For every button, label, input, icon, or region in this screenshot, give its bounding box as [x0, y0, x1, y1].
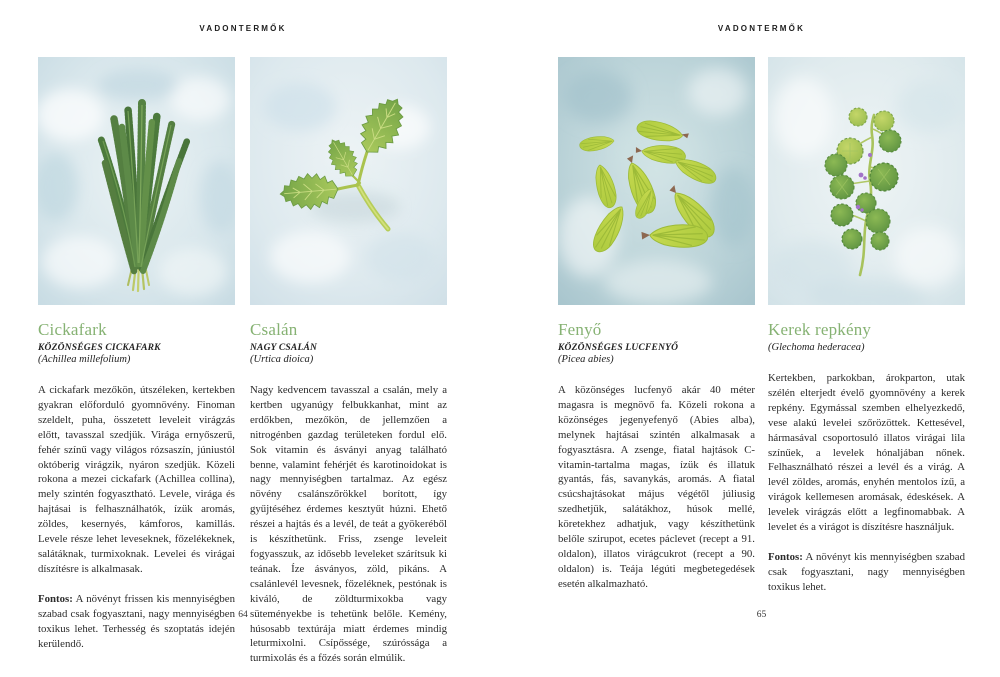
- important-label: Fontos:: [38, 592, 73, 605]
- entry-latin-name: (Achillea millefolium): [38, 354, 131, 365]
- left-page-columns: [38, 57, 447, 677]
- entry-body: A közönséges lucfenyő akár 40 méter magasra is megnövő fa. Közeli rokona a közönséges jegenyefenyő (Abies alba), melynek hajtásai szintén alkalmasak a fogyasztásra. A zsenge, fiatal hajtások C-vitamin-tartalma magas, ízük és illatuk gyantás, fás, savanykás, aromás. A fiatal csúcshajtásokat május végétől júliusig szedhetjük, salátákhoz, húsok mellé, köretekhez adhatjuk, vagy készíthetünk belőle szirupot, ecetes páclevet (recept a 91. oldalon), illatos virágcukrot (recept a 90. oldalon) is. Teája légúti megbetegedések esetén alkalmazható.: [558, 384, 755, 590]
- entry-csalan: [250, 57, 447, 677]
- page-right: [500, 0, 1000, 644]
- entry-title: Csalán: [250, 320, 298, 339]
- entry-subtitle: KÖZÖNSÉGES CICKAFARK: [38, 343, 161, 353]
- entry-title: Kerek repkény: [768, 320, 872, 339]
- entry-subtitle: KÖZÖNSÉGES LUCFENYŐ: [558, 343, 679, 353]
- entry-latin-name: (Urtica dioica): [250, 354, 314, 365]
- entry-body: A cickafark mezőkön, útszéleken, kertekben gyakran előforduló gyomnövény. Finoman szeldelt, puha, összetett leveleit virágzás előtt, tavasszal szedjük. Virága ernyőszerű, fehér színű vagy világos rózsaszín, júniustól októberig virágzik, nyáron szedjük. Közeli rokona a mezei cickafark (Achillea collina), mely szintén fogyasztható. Levele, virága és hajtásai is felhasználhatók, ízük aromás, zöldes, kesernyés, kámforos, kamillás. Levele része lehet leveseknek, főzelékeknek, salátáknak, turmixoknak. Levelei és virágai díszítésre is alkalmasak.: [38, 384, 235, 575]
- running-header-left: VADONTERMŐK: [199, 24, 287, 33]
- entry-body: Kertekben, parkokban, árokparton, utak szélén elterjedt évelő gyomnövény a kerek repkény. Egymással szemben elhelyezkedő, vese alakú levelei szőrözöttek. Kettesével, hármasával csoportosuló illatos virágai lila színűek, a levelek hónaljában nőnek. Felhasználható részei a levél és a virág. A levél zöldes, aromás, enyhén mentolos ízű, a virágok kellemesen aromásak, édeskések. A levelek virágzás előtt a legfinomabbak. A levelet és a virágot is díszítésre használjuk.: [768, 372, 965, 534]
- entry-body: Nagy kedvencem tavasszal a csalán, mely a kertben ugyanúgy felbukkanhat, mint az erdőkben, mezőkön, de jellemzően a nitrogénben gazdag területeken fordul elő. Sok vitamin és ásványi anyag található benne, valamint fehérjét és karotinoidokat is nagy mennyiségben tartalmaz. Az egész növény csalánszőrökkel borított, így gyűjtéséhez érdemes kesztyűt húzni. Ehető részei a hajtás és a levél, de teát a gyökeréből is készíthetünk. Friss, zsenge leveleit fogyasszuk, az idősebb leveleket szárítsuk ki teának. Íze ásványos, zöld, pikáns. A csalánlevél levesnek, főzeléknek, pestónak is kiváló, de zöldturmixokba vagy süteményekbe is tehetünk belőle. Kemény, húsosabb textúrája miatt érdemes mindig leturmixolni. Csípőssége, szúróssága a turmixolás és a főzés során elmúlik.: [250, 384, 447, 665]
- entry-title: Fenyő: [558, 320, 602, 339]
- important-text: A növényt frissen kis mennyiségben szabad csak fogyasztani, nagy mennyiségben toxikus lehet. Terhesség és szoptatás idején kerülendő.: [38, 592, 235, 650]
- ground-ivy-photo: [768, 57, 965, 305]
- entry-fenyo: [558, 57, 755, 605]
- entry-cickafark: [38, 57, 235, 677]
- right-page-columns: [558, 57, 965, 605]
- entry-kerek-repkeny: [768, 57, 965, 605]
- entry-title: Cickafark: [38, 320, 107, 339]
- important-text: A növényt kis mennyiségben szabad csak fogyasztani, nagy mennyiségben toxikus lehet.: [768, 550, 965, 593]
- entry-latin-name: (Picea abies): [558, 354, 614, 365]
- spruce-tips-photo: [558, 57, 755, 305]
- entry-subtitle: NAGY CSALÁN: [250, 343, 318, 353]
- page-number-left: 64: [238, 610, 248, 620]
- entry-latin-name: (Glechoma hederacea): [768, 342, 865, 353]
- entry-important-note: [38, 592, 235, 652]
- entry-important-note: [768, 550, 965, 595]
- important-label: Fontos:: [768, 550, 803, 563]
- yarrow-leaves-photo: [38, 57, 235, 305]
- page-number-right: 65: [756, 610, 767, 620]
- page-left: [0, 0, 500, 665]
- running-header-right: VADONTERMŐK: [717, 24, 806, 33]
- nettle-sprig-photo: [250, 57, 447, 305]
